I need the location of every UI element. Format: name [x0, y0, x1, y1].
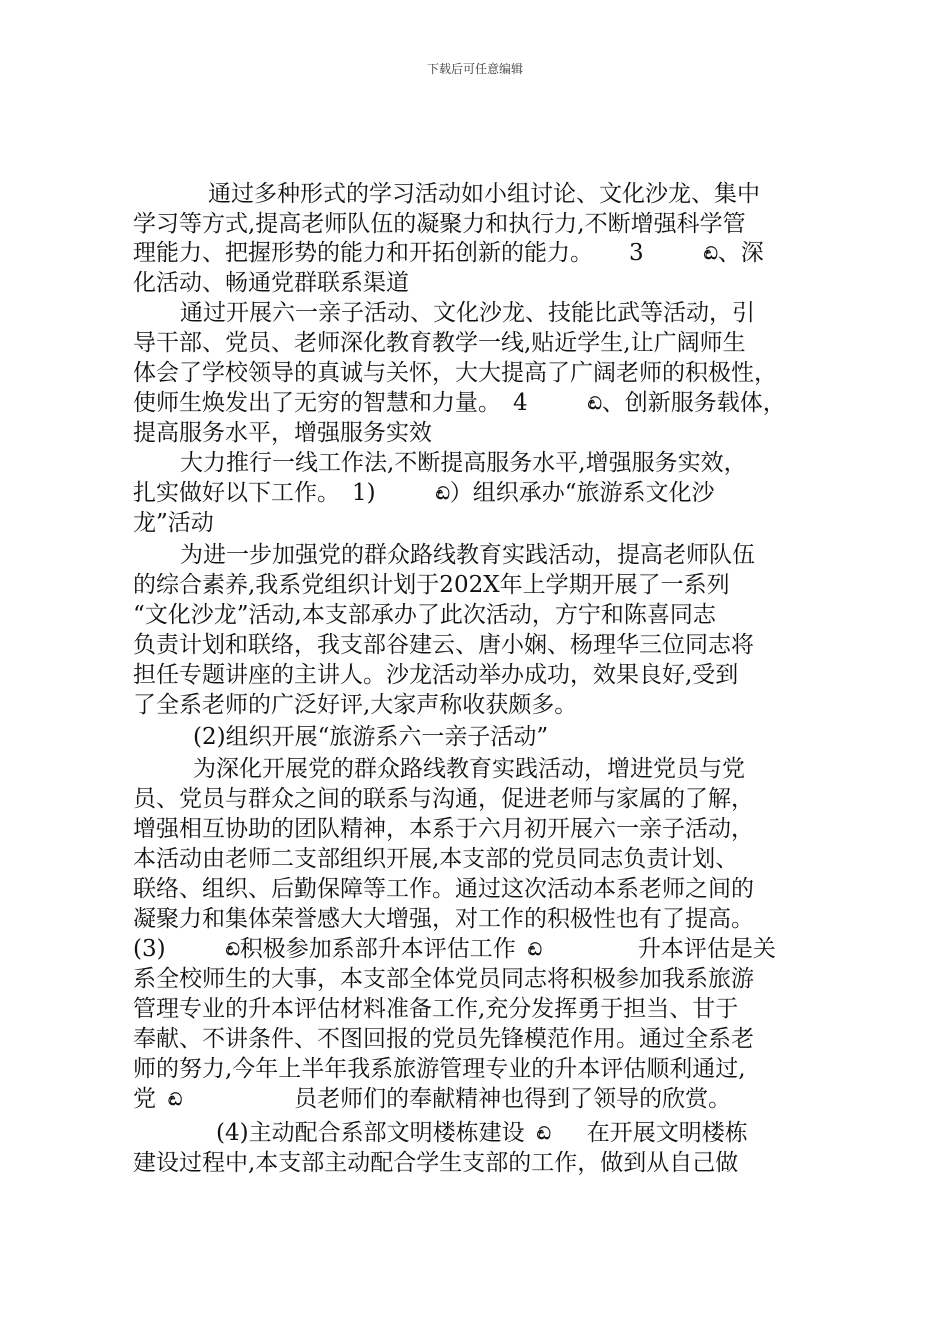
text-line: 凝聚力和集体荣誉感大大增强，对工作的积极性也有了提高。 [133, 906, 754, 932]
glyph-mark: ඬ [435, 484, 450, 504]
text-line: (3) ඬ积极参加系部升本评估工作 ඬ 升本评估是关 [133, 936, 776, 962]
text-line: 使师生焕发出了无穷的智慧和力量。 4 ඬ、创新服务载体， [133, 390, 786, 416]
text-line: 为深化开展党的群众路线教育实践活动，增进党员与党 [193, 756, 745, 782]
text-line: (4)主动配合系部文明楼栋建设 ඬ 在开展文明楼栋 [216, 1120, 748, 1146]
text-line: 理能力、把握形势的能力和开拓创新的能力。 3 ඬ、深 [133, 240, 764, 266]
text-line: 员、党员与群众之间的联系与沟通，促进老师与家属的了解， [133, 786, 754, 812]
text-line: “文化沙龙”活动,本支部承办了此次活动，方宁和陈喜同志 [133, 602, 716, 628]
text-line: 建设过程中,本支部主动配合学生支部的工作，做到从自己做 [133, 1150, 739, 1176]
text-line: 增强相互协助的团队精神，本系于六月初开展六一亲子活动， [133, 816, 754, 842]
text-line: 的综合素养,我系党组织计划于202X年上学期开展了一系列 [133, 572, 730, 598]
text-line: 系全校师生的大事，本支部全体党员同志将积极参加我系旅游 [133, 966, 754, 992]
page-header: 下载后可任意编辑 [426, 62, 523, 76]
text-line: 体会了学校领导的真诚与关怀，大大提高了广阔老师的积极性， [133, 360, 777, 386]
glyph-mark: ඬ [225, 940, 240, 960]
text-line: 党 ඬ 员老师们的奉献精神也得到了领导的欣赏。 [133, 1086, 732, 1112]
text-line: 通过多种形式的学习活动如小组讨论、文化沙龙、集中 [208, 181, 760, 207]
text-line: 化活动、畅通党群联系渠道 [133, 270, 409, 296]
glyph-mark: ඬ [587, 394, 602, 414]
text-line: 负责计划和联络，我支部谷建云、唐小娴、杨理华三位同志将 [133, 632, 754, 658]
glyph-mark: ඬ [703, 244, 718, 264]
text-line: (2)组织开展“旅游系六一亲子活动” [193, 724, 549, 750]
text-line: 为进一步加强党的群众路线教育实践活动，提高老师队伍 [180, 542, 755, 568]
text-line: 联络、组织、后勤保障等工作。通过这次活动本系老师之间的 [133, 876, 754, 902]
text-line: 导干部、党员、老师深化教育教学一线,贴近学生,让广阔师生 [133, 330, 746, 356]
text-line: 本活动由老师二支部组织开展,本支部的党员同志负责计划、 [133, 846, 739, 872]
text-line: 师的努力,今年上半年我系旅游管理专业的升本评估顺利通过, [133, 1056, 746, 1082]
glyph-mark: ඬ [168, 1090, 183, 1110]
text-line: 奉献、不讲条件、不图回报的党员先锋模范作用。通过全系老 [133, 1026, 754, 1052]
glyph-mark: ඬ [536, 1124, 551, 1144]
text-line: 学习等方式,提高老师队伍的凝聚力和执行力,不断增强科学管 [133, 211, 746, 237]
text-line: 扎实做好以下工作。 1) ඬ）组织承办“旅游系文化沙 [133, 480, 715, 506]
text-line: 了全系老师的广泛好评,大家声称收获颇多。 [133, 692, 578, 718]
text-line: 大力推行一线工作法,不断提高服务水平,增强服务实效， [180, 450, 747, 476]
text-line: 龙”活动 [133, 510, 214, 536]
glyph-mark: ඬ [527, 940, 542, 960]
text-line: 通过开展六一亲子活动、文化沙龙、技能比武等活动，引 [180, 300, 755, 326]
text-line: 提高服务水平，增强服务实效 [133, 420, 432, 446]
text-line: 担任专题讲座的主讲人。沙龙活动举办成功，效果良好,受到 [133, 662, 739, 688]
text-line: 管理专业的升本评估材料准备工作,充分发挥勇于担当、甘于 [133, 996, 739, 1022]
